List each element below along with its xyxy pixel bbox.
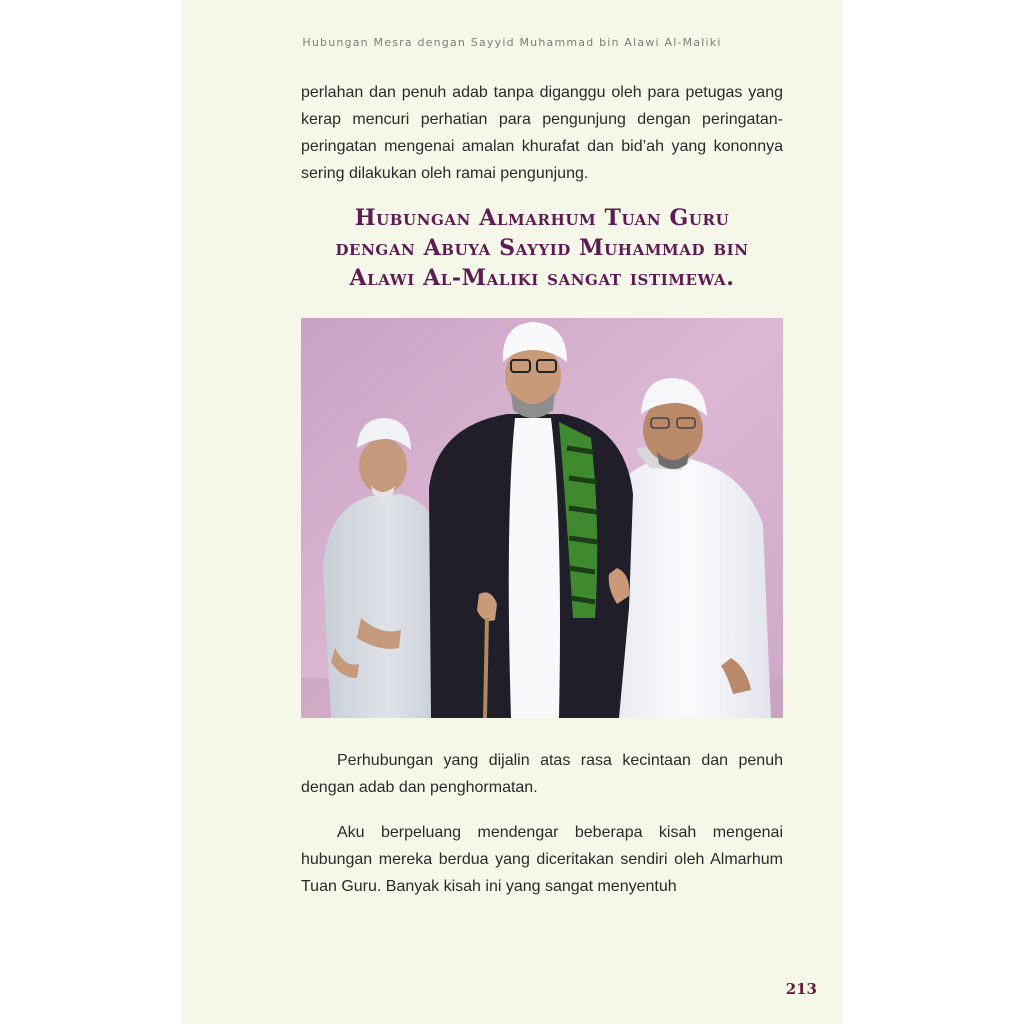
section-heading-line-1: Hubungan Almarhum Tuan Guru xyxy=(354,205,730,231)
paragraph-1: Perhubungan yang dijalin atas rasa kecintaan dan penuh dengan adab dan penghormatan. xyxy=(301,752,783,796)
section-heading xyxy=(291,203,793,293)
section-heading-line-2: dengan Abuya Sayyid Muhammad bin xyxy=(335,235,749,261)
running-header: Hubungan Mesra dengan Sayyid Muhammad bin Alawi Al-Maliki xyxy=(302,36,722,49)
book-page xyxy=(181,0,843,1024)
paragraph-2: Aku berpeluang mendengar beberapa kisah mengenai hubungan mereka berdua yang diceritakan sendiri oleh Almarhum Tuan Guru. Banyak kisah ini yang sangat menyentuh xyxy=(301,824,783,895)
section-heading-line-3: Alawi Al-Maliki sangat istimewa. xyxy=(349,265,735,291)
page-number: 213 xyxy=(785,980,817,998)
photo-three-scholars xyxy=(301,318,783,718)
intro-paragraph: perlahan dan penuh adab tanpa diganggu oleh para petugas yang kerap mencuri perhatian para pengunjung dengan peringatan-peringatan mengenai amalan khurafat dan bid’ah yang kononnya sering dilakukan oleh ramai pengunjung. xyxy=(301,84,783,182)
